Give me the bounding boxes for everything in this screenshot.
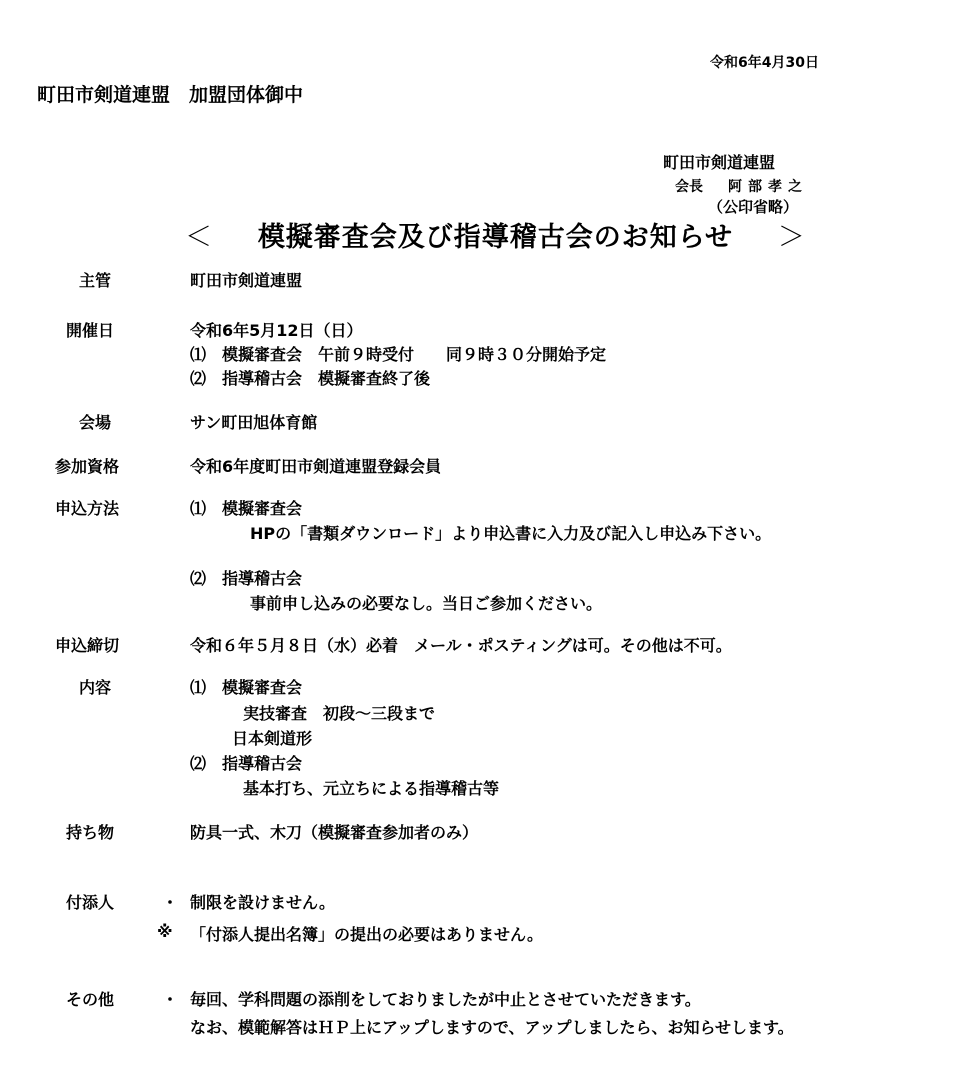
content-guided-practice-detail: 基本打ち、元立ちによる指導稽古等 <box>243 779 500 798</box>
application-method-label: 申込方法 <box>55 499 120 518</box>
eligibility-label: 参加資格 <box>55 457 120 476</box>
president-name: 阿部孝之 <box>728 179 808 195</box>
deadline-value: 令和６年５月８日（水）必着 メール・ポスティングは可。その他は不可。 <box>190 636 732 655</box>
venue-label: 会場 <box>79 413 112 432</box>
addressee: 町田市剣道連盟 加盟団体御中 <box>37 84 304 106</box>
other-line-2: なお、模範解答はＨＰ上にアップしますので、アップしましたら、お知らせします。 <box>190 1018 794 1037</box>
content-item-guided-practice: ⑵ 指導稽古会 <box>190 754 303 773</box>
application-item-mock-exam: ⑴ 模擬審査会 <box>190 499 303 518</box>
organizer-label: 主管 <box>79 271 112 290</box>
application-guided-practice-detail: 事前申し込みの必要なし。当日ご参加ください。 <box>250 594 603 613</box>
belongings-value: 防具一式、木刀（模擬審査参加者のみ） <box>190 823 479 842</box>
other-line-1: 毎回、学科問題の添削をしておりましたが中止とさせていただきます。 <box>190 990 701 1009</box>
venue-value: サン町田旭体育館 <box>190 413 318 432</box>
seal-omitted-note: （公印省略） <box>708 198 799 216</box>
event-date-label: 開催日 <box>66 321 115 340</box>
content-label: 内容 <box>79 678 112 697</box>
attendant-value: 制限を設けません。 <box>190 893 335 912</box>
attendant-bullet: ・ <box>162 893 179 912</box>
content-kendo-kata: 日本剣道形 <box>232 729 313 748</box>
schedule-guided-practice: ⑵ 指導稽古会 模擬審査終了後 <box>190 369 431 388</box>
schedule-mock-exam: ⑴ 模擬審査会 午前９時受付 同９時３０分開始予定 <box>190 345 607 364</box>
attendant-note: 「付添人提出名簿」の提出の必要はありません。 <box>190 925 543 944</box>
president-title: 会長 <box>675 179 703 195</box>
attendant-note-mark: ※ <box>157 922 173 941</box>
application-item-guided-practice: ⑵ 指導稽古会 <box>190 569 303 588</box>
organizer-value: 町田市剣道連盟 <box>190 271 303 290</box>
other-bullet: ・ <box>162 990 179 1009</box>
title-text: 模擬審査会及び指導稽古会のお知らせ <box>257 222 734 253</box>
document-date: 令和6年4月30日 <box>710 55 819 71</box>
eligibility-value: 令和6年度町田市剣道連盟登録会員 <box>190 457 442 476</box>
title-open-bracket: ＜ <box>185 222 213 253</box>
belongings-label: 持ち物 <box>66 823 115 842</box>
other-label: その他 <box>66 990 115 1009</box>
attendant-label: 付添人 <box>66 893 115 912</box>
document-title <box>185 215 806 254</box>
deadline-label: 申込締切 <box>55 636 120 655</box>
title-close-bracket: ＞ <box>777 222 806 253</box>
content-item-mock-exam: ⑴ 模擬審査会 <box>190 678 303 697</box>
content-practical-exam: 実技審査 初段～三段まで <box>243 704 436 723</box>
sender-organization: 町田市剣道連盟 <box>663 153 776 172</box>
event-date-value: 令和6年5月12日（日） <box>190 321 363 340</box>
application-mock-exam-detail: HPの「書類ダウンロード」より申込書に入力及び記入し申込み下さい。 <box>250 524 772 543</box>
